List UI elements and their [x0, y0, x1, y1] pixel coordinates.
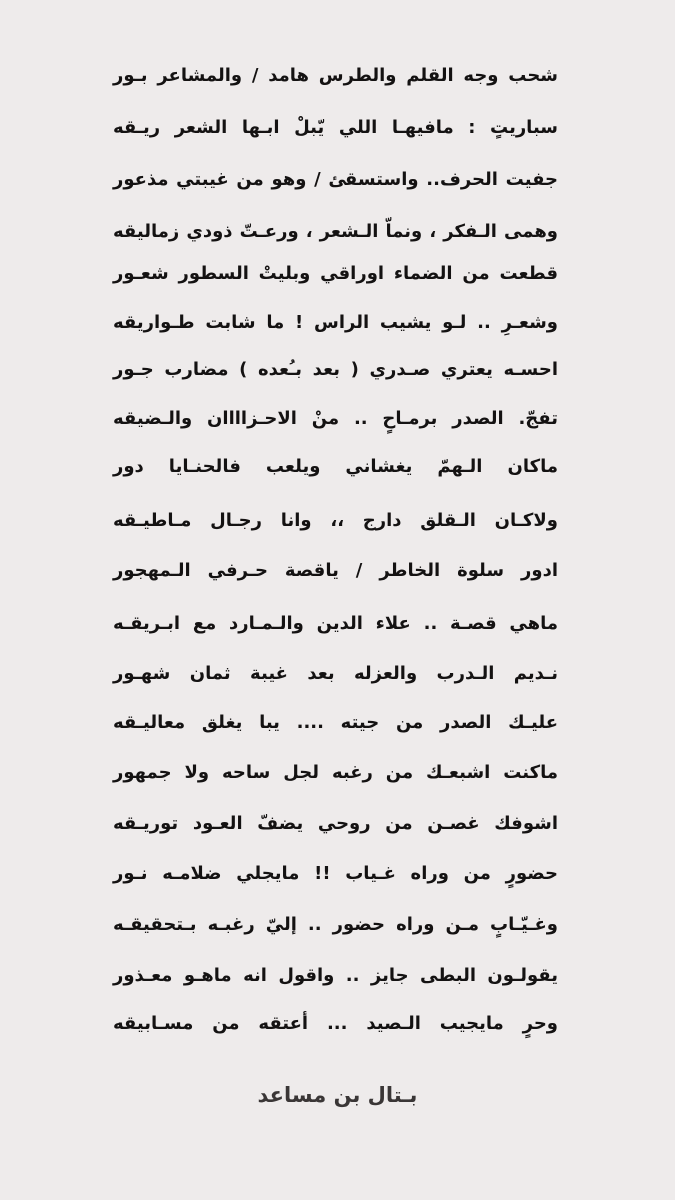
poem-line-13: نـديم الـدرب والعزله بعد غيبة ثمان شهـور — [113, 663, 558, 684]
poem-line-4: وهمى الـفكر ، ونماّ الـشعر ، ورعـتّ ذودي زماليقه — [113, 221, 558, 242]
poem-line-14: عليـك الصدر من جيته .... يبا يغلق معاليـقه — [113, 712, 558, 733]
poem-line-7: احسـه يعتري صـدري ( بعد بـُعده ) مضارب جـور — [113, 359, 558, 380]
poem-line-19: يقولـون البطى جايز .. واقول انه ماهـو معـذور — [113, 965, 558, 986]
poem-line-9: ماكان الـهمّ يغشاني ويلعب فالحنـايا دور — [113, 456, 558, 477]
poem-line-8: تفجّ. الصدر برمـاحٍ .. منْ الاحـزاااان والـضيقه — [113, 408, 558, 429]
poem-line-16: اشوفك غصـن من روحي يضفّ العـود توريـقه — [113, 813, 558, 834]
poem-line-12: ماهي قصـة .. علاء الدين والـمـارد مع ابـريقـه — [113, 613, 558, 634]
poem-line-20: وحرٍ مايجيب الـصيد ... أعتقه من مسـابيقه — [113, 1013, 558, 1034]
poem-line-10: ولاكـان الـقلق دارج ،، وانا رجـال مـاطيـقه — [113, 510, 558, 531]
poem-line-15: ماكنت اشبعـك من رغبه لجل ساحه ولا جمهور — [113, 762, 558, 783]
poem-line-2: سباريتٍ : مافيهـا اللي يّبلْ ابـها الشعر ريـقه — [113, 117, 558, 138]
poem-line-6: وشعـرِ .. لـو يشيب الراس ! ما شابت طـواريقه — [113, 312, 558, 333]
poem-line-3: جفيت الحرف.. واستسقئ / وهو من غيبتي مذعور — [113, 169, 558, 190]
poet-signature: بـتال بن مساعد — [257, 1083, 418, 1107]
poem-line-17: حضورٍ من وراه غـياب !! مايجلي ضلامـه نـور — [113, 863, 558, 884]
poem-line-11: ادور سلوة الخاطر / ياقصة حـرفي الـمهجور — [113, 560, 558, 581]
poem-line-18: وغـيّـابٍ مـن وراه حضور .. إليّ رغبـه بـتحقيقـه — [113, 914, 558, 935]
poem-line-5: قطعت من الضماء اوراقي وبليتْ السطور شعـور — [113, 263, 558, 284]
poem-line-1: شحب وجه القلم والطرس هامد / والمشاعر بـور — [113, 65, 558, 86]
